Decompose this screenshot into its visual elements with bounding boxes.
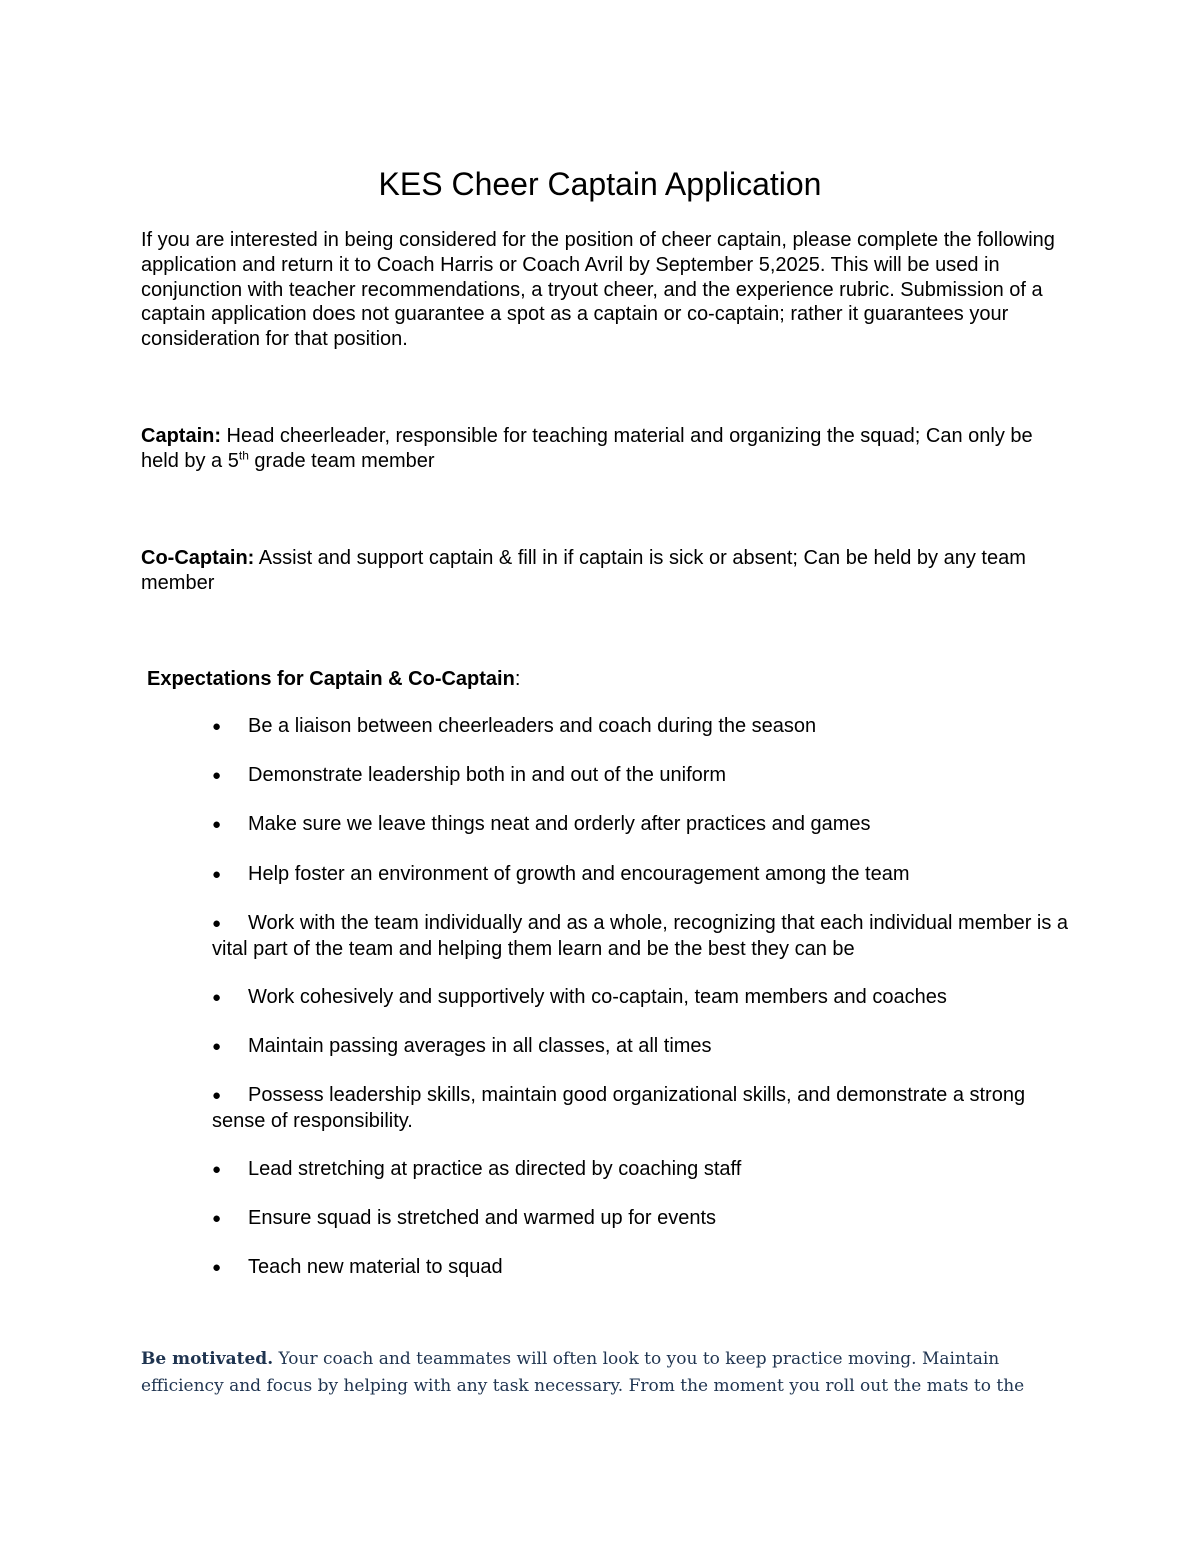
list-item-text: Possess leadership skills, maintain good organizational skills, and demonstrate a strong sense of responsibility. xyxy=(212,1084,1026,1132)
bullet-icon: ● xyxy=(212,1259,222,1277)
co-captain-label: Co-Captain: xyxy=(141,547,255,569)
intro-paragraph: If you are interested in being considered for the position of cheer captain, please complete the following application and return it to Coach Harris or Coach Avril by September 5,2025. This will be used in conjunction with teacher recommendations, a tryout cheer, and the experience rubric. Submission of a captain application does not guarantee a spot as a captain or co-captain; rather it guarantees your consideration for that position. xyxy=(141,229,1055,351)
closing-line-1-text: Your coach and teammates will often look to you to keep practice moving. Maintain xyxy=(273,1349,1000,1369)
list-item-text: Demonstrate leadership both in and out of the uniform xyxy=(248,764,727,787)
list-item xyxy=(212,1034,1072,1060)
list-item-text: Work with the team individually and as a whole, recognizing that each individual member is a vital part of the team and helping them learn and be the best they can be xyxy=(212,911,1069,960)
bullet-icon: ● xyxy=(212,914,222,932)
list-item xyxy=(212,812,1072,838)
bullet-icon: ● xyxy=(212,1087,222,1105)
co-captain-definition xyxy=(141,546,1071,596)
bullet-icon: ● xyxy=(212,865,222,883)
closing-line-2: efficiency and focus by helping with any task necessary. From the moment you roll out the mats to the xyxy=(141,1375,1025,1396)
expectations-heading-colon: : xyxy=(514,668,521,690)
list-item xyxy=(212,911,1072,962)
list-item xyxy=(212,1206,1072,1232)
list-item-text: Make sure we leave things neat and orderly after practices and games xyxy=(248,813,871,836)
list-item-text: Teach new material to squad xyxy=(248,1256,503,1279)
list-item xyxy=(212,1255,1072,1281)
list-item xyxy=(212,714,1072,740)
expectations-heading xyxy=(147,667,520,692)
captain-superscript: th xyxy=(238,448,249,463)
list-item-text: Ensure squad is stretched and warmed up for events xyxy=(248,1207,717,1230)
list-item xyxy=(212,985,1072,1011)
bullet-icon: ● xyxy=(212,1037,222,1055)
list-item xyxy=(212,862,1072,888)
co-captain-text: Assist and support captain & fill in if captain is sick or absent; Can be held by any team member xyxy=(141,547,1026,594)
list-item-text: Be a liaison between cheerleaders and coach during the season xyxy=(248,715,817,737)
closing-paragraph xyxy=(141,1346,1061,1399)
captain-label: Captain: xyxy=(141,425,221,447)
list-item-text: Work cohesively and supportively with co-captain, team members and coaches xyxy=(248,985,947,1008)
bullet-icon: ● xyxy=(212,1161,222,1179)
document-title: KES Cheer Captain Application xyxy=(378,166,822,202)
captain-text-end: grade team member xyxy=(248,449,435,472)
list-item-text: Help foster an environment of growth and encouragement among the team xyxy=(248,862,910,885)
list-item xyxy=(212,1157,1072,1183)
list-item xyxy=(212,763,1072,789)
closing-bold-lead: Be motivated. xyxy=(141,1349,274,1369)
captain-definition xyxy=(141,424,1071,474)
bullet-icon: ● xyxy=(212,767,222,785)
bullet-icon: ● xyxy=(212,1210,222,1228)
bullet-icon: ● xyxy=(212,988,222,1006)
closing-line-1 xyxy=(141,1346,1061,1373)
bullet-icon: ● xyxy=(212,718,222,735)
list-item xyxy=(212,1083,1072,1134)
list-item-text: Maintain passing averages in all classes, at all times xyxy=(248,1034,712,1057)
list-item-text: Lead stretching at practice as directed by coaching staff xyxy=(248,1158,742,1181)
captain-text: Head cheerleader, responsible for teaching material and organizing the squad; Can only be held by a 5 xyxy=(141,425,1033,472)
expectations-list xyxy=(212,714,1072,1305)
bullet-icon: ● xyxy=(212,816,222,834)
expectations-heading-text: Expectations for Captain & Co-Captain xyxy=(147,668,515,690)
